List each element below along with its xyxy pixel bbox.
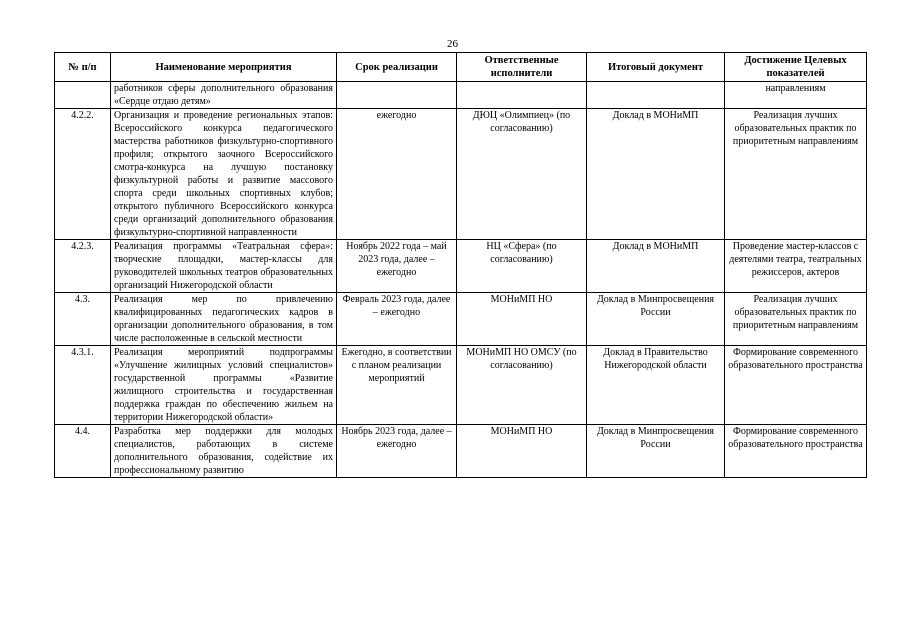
row-executors: МОНиМП НО xyxy=(457,425,587,478)
row-term: Ноябрь 2022 года – май 2023 года, далее – ежегодно xyxy=(337,240,457,293)
row-term: Ноябрь 2023 года, далее – ежегодно xyxy=(337,425,457,478)
column-header-number: № п/п xyxy=(55,53,111,82)
table-row xyxy=(55,240,867,293)
table-row xyxy=(55,109,867,240)
row-target: направлениям xyxy=(725,82,867,109)
row-name: Реализация мероприятий подпрограммы «Улучшение жилищных условий специалистов» государственной программы «Развитие жилищного строительства и государственная поддержка граждан по обеспечению жильем на территории Нижегородской области» xyxy=(111,346,337,425)
table-header-row xyxy=(55,53,867,82)
row-executors: МОНиМП НО xyxy=(457,293,587,346)
row-target: Формирование современного образовательного пространства xyxy=(725,346,867,425)
row-executors: МОНиМП НО ОМСУ (по согласованию) xyxy=(457,346,587,425)
row-number: 4.2.2. xyxy=(55,109,111,240)
row-number: 4.2.3. xyxy=(55,240,111,293)
row-executors: ДЮЦ «Олимпиец» (по согласованию) xyxy=(457,109,587,240)
row-number xyxy=(55,82,111,109)
row-name: Реализация мер по привлечению квалифицированных педагогических кадров в организации дополнительного образования, в том числе расположенные в сельской местности xyxy=(111,293,337,346)
row-document xyxy=(587,82,725,109)
row-executors xyxy=(457,82,587,109)
table-row xyxy=(55,425,867,478)
row-target: Формирование современного образовательного пространства xyxy=(725,425,867,478)
table-row xyxy=(55,346,867,425)
row-target: Проведение мастер-классов с деятелями театра, театральных режиссеров, актеров xyxy=(725,240,867,293)
row-term: Февраль 2023 года, далее – ежегодно xyxy=(337,293,457,346)
row-name: Разработка мер поддержки для молодых специалистов, работающих в системе дополнительного образования, содействие их профессиональному развитию xyxy=(111,425,337,478)
table-row xyxy=(55,293,867,346)
row-term xyxy=(337,82,457,109)
row-document: Доклад в Минпросвещения России xyxy=(587,293,725,346)
row-term: Ежегодно, в соответствии с планом реализации мероприятий xyxy=(337,346,457,425)
page-number: 26 xyxy=(447,38,458,50)
row-target: Реализация лучших образовательных практик по приоритетным направлениям xyxy=(725,109,867,240)
column-header-name: Наименование мероприятия xyxy=(111,53,337,82)
row-document: Доклад в Правительство Нижегородской области xyxy=(587,346,725,425)
row-document: Доклад в Минпросвещения России xyxy=(587,425,725,478)
row-name: Организация и проведение региональных этапов: Всероссийского конкурса педагогического мастерства работников физкультурно-спортивного профиля; открытого заочного Всероссийского смотра-конкурса на лучшую постановку физкультурной работы и развитие массового спорта среди школьных спортивных клубов; открытого публичного Всероссийского конкурса среди организаций дополнительного образования физкультурно-спортивной направленности xyxy=(111,109,337,240)
row-document: Доклад в МОНиМП xyxy=(587,109,725,240)
row-number: 4.3.1. xyxy=(55,346,111,425)
row-name: Реализация программы «Театральная сфера»: творческие площадки, мастер-классы для руководителей школьных театров образовательных организаций Нижегородской области xyxy=(111,240,337,293)
column-header-targets: Достижение Целевых показателей xyxy=(725,53,867,82)
column-header-term: Срок реализации xyxy=(337,53,457,82)
row-document: Доклад в МОНиМП xyxy=(587,240,725,293)
row-executors: НЦ «Сфера» (по согласованию) xyxy=(457,240,587,293)
row-number: 4.3. xyxy=(55,293,111,346)
row-number: 4.4. xyxy=(55,425,111,478)
row-target: Реализация лучших образовательных практик по приоритетным направлениям xyxy=(725,293,867,346)
row-term: ежегодно xyxy=(337,109,457,240)
action-plan-table xyxy=(54,52,867,478)
column-header-executors: Ответственные исполнители xyxy=(457,53,587,82)
row-name: работников сферы дополнительного образования «Сердце отдаю детям» xyxy=(111,82,337,109)
table-row xyxy=(55,82,867,109)
column-header-document: Итоговый документ xyxy=(587,53,725,82)
